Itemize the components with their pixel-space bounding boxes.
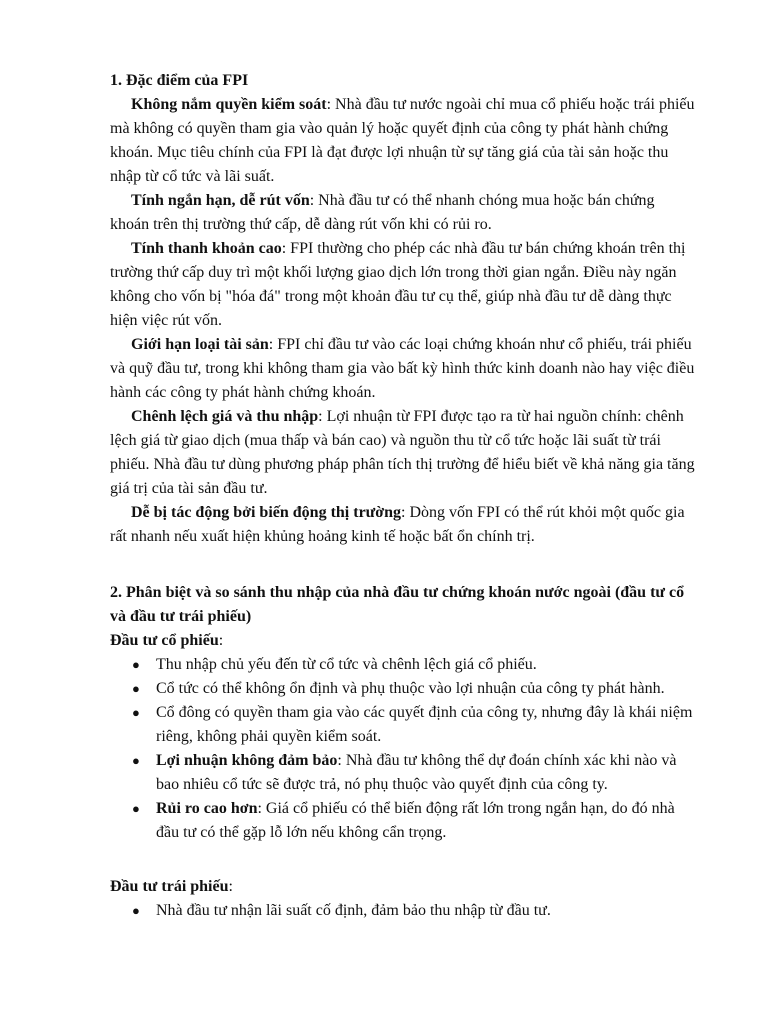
stock-colon: : (218, 632, 224, 649)
bullet-icon: ● (132, 753, 140, 768)
bond-bullet-list (110, 899, 696, 923)
list-item (110, 701, 696, 749)
paragraph-control (110, 93, 696, 189)
bullet-term: Lợi nhuận không đảm bảo (156, 752, 338, 769)
paragraph-asset-limit (110, 333, 696, 405)
list-item (110, 653, 696, 677)
term-asset-limit: Giới hạn loại tài sản (131, 336, 269, 353)
stock-subheading (110, 629, 696, 653)
list-item (110, 899, 696, 923)
bond-colon: : (228, 878, 233, 895)
stock-title: Đầu tư cổ phiếu (110, 632, 219, 649)
paragraph-liquidity (110, 237, 696, 333)
text-price-income: : Lợi nhuận từ FPI được tạo ra từ hai nguồn chính: chênh lệch giá từ giao dịch (mua thấp và bán cao) và nguồn thu từ cổ tức hoặc lãi suất từ trái phiếu. Nhà đầu tư dùng phương pháp phân tích thị trường để hiểu biết về khả năng gia tăng giá trị của tài sản đầu tư. (110, 408, 695, 497)
bullet-term: Rủi ro cao hơn (156, 800, 258, 817)
term-liquidity: Tính thanh khoản cao (131, 240, 282, 257)
section-spacer (110, 549, 696, 581)
paragraph-volatility (110, 501, 696, 549)
bullet-text: Nhà đầu tư nhận lãi suất cố định, đảm bảo thu nhập từ đầu tư. (156, 902, 551, 919)
paragraph-short-term (110, 189, 696, 237)
section-2-heading: 2. Phân biệt và so sánh thu nhập của nhà đầu tư chứng khoán nước ngoài (đầu tư cổ và đầu tư trái phiếu) (110, 584, 685, 625)
bullet-text: Cổ tức có thể không ổn định và phụ thuộc vào lợi nhuận của công ty phát hành. (156, 680, 665, 697)
stock-bullet-list (110, 653, 696, 845)
section-1-heading: 1. Đặc điểm của FPI (110, 72, 249, 89)
bullet-icon: ● (132, 801, 140, 816)
bullet-icon: ● (132, 657, 140, 672)
bullet-text: Cổ đông có quyền tham gia vào các quyết định của công ty, nhưng đây là khái niệm riêng, không phải quyền kiểm soát. (156, 704, 693, 745)
list-item (110, 797, 696, 845)
text-liquidity: : FPI thường cho phép các nhà đầu tư bán chứng khoán trên thị trường thứ cấp duy trì một khối lượng giao dịch lớn trong thời gian ngắn. Điều này ngăn không cho vốn bị "hóa đá" trong một khoản đầu tư cụ thể, giúp nhà đầu tư dễ dàng thực hiện việc rút vốn. (110, 240, 686, 329)
document-page (110, 69, 696, 923)
term-volatility: Dễ bị tác động bởi biến động thị trường (131, 504, 402, 521)
bond-title: Đầu tư trái phiếu (110, 878, 229, 895)
term-price-income: Chênh lệch giá và thu nhập (131, 408, 319, 425)
bullet-icon: ● (132, 705, 140, 720)
bullet-icon: ● (132, 903, 140, 918)
list-item (110, 749, 696, 797)
bond-subheading (110, 875, 696, 899)
bullet-icon: ● (132, 681, 140, 696)
term-control: Không nắm quyền kiểm soát (131, 96, 327, 113)
text-volatility: : Dòng vốn FPI có thể rút khỏi một quốc gia rất nhanh nếu xuất hiện khủng hoảng kinh tế hoặc bất ổn chính trị. (110, 504, 685, 545)
bullet-text: : Giá cổ phiếu có thể biến động rất lớn trong ngắn hạn, do đó nhà đầu tư có thể gặp lỗ lớn nếu không cẩn trọng. (156, 800, 675, 841)
list-item (110, 677, 696, 701)
text-asset-limit: : FPI chỉ đầu tư vào các loại chứng khoán như cổ phiếu, trái phiếu và quỹ đầu tư, trong khi không tham gia vào bất kỳ hình thức kinh doanh nào hay việc điều hành các công ty phát hành chứng khoán. (110, 336, 695, 401)
term-short-term: Tính ngắn hạn, dễ rút vốn (131, 192, 310, 209)
bullet-text: : Nhà đầu tư không thể dự đoán chính xác khi nào và bao nhiêu cổ tức sẽ được trả, nó phụ thuộc vào quyết định của công ty. (156, 752, 677, 793)
text-short-term: : Nhà đầu tư có thể nhanh chóng mua hoặc bán chứng khoán trên thị trường thứ cấp, dễ dàng rút vốn khi có rủi ro. (110, 192, 655, 233)
bullet-text: Thu nhập chủ yếu đến từ cổ tức và chênh lệch giá cổ phiếu. (156, 656, 537, 673)
subsection-spacer (110, 845, 696, 875)
paragraph-price-income (110, 405, 696, 501)
text-control: : Nhà đầu tư nước ngoài chỉ mua cổ phiếu hoặc trái phiếu mà không có quyền tham gia vào quản lý hoặc quyết định của công ty phát hành chứng khoán. Mục tiêu chính của FPI là đạt được lợi nhuận từ sự tăng giá của tài sản hoặc thu nhập từ cổ tức và lãi suất. (110, 96, 695, 185)
